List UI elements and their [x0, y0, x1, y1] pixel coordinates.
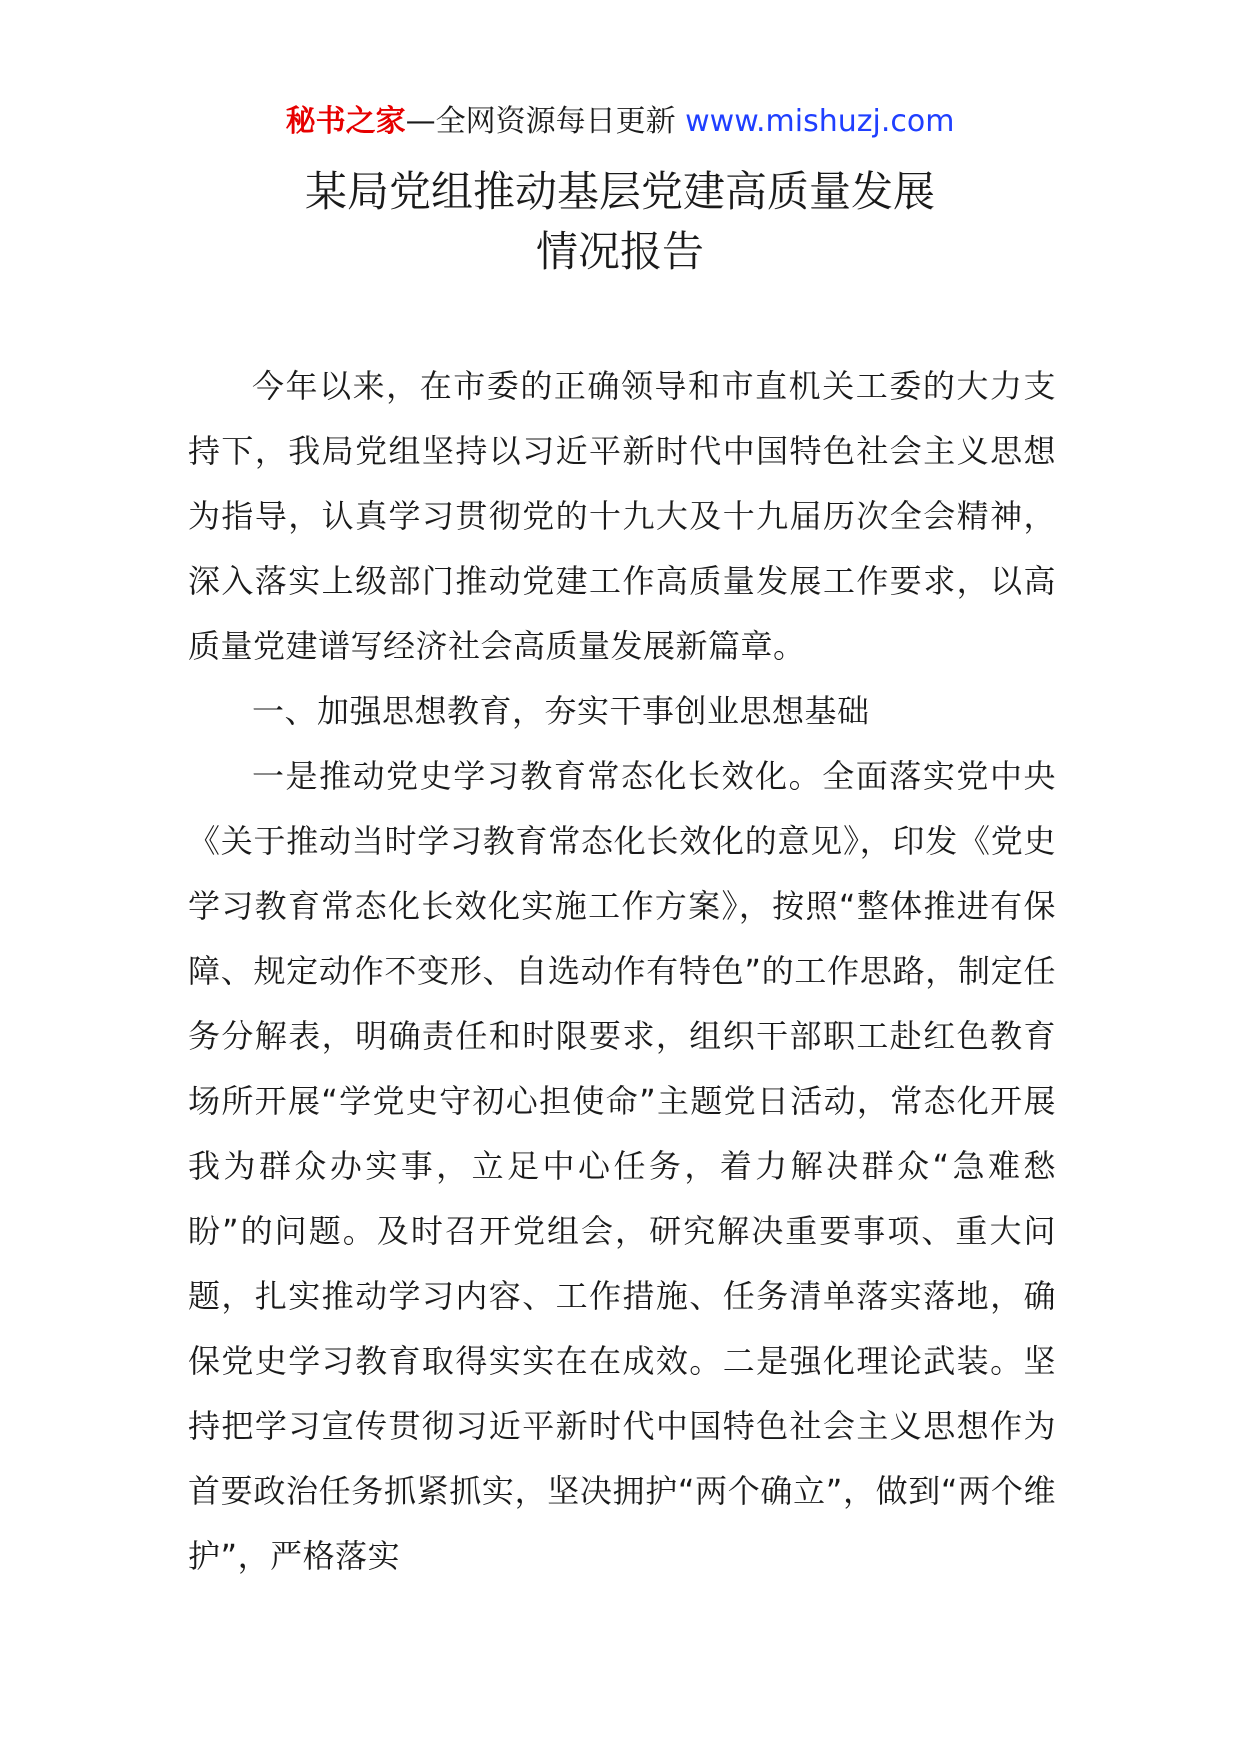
site-header — [0, 100, 1240, 144]
title-line-2: 情况报告 — [535, 227, 704, 276]
document-title — [0, 162, 1240, 282]
body-paragraph: 一是推动党史学习教育常态化长效化。全面落实党中央《关于推动当时学习教育常态化长效化的意见》，印发《党史学习教育常态化长效化实施工作方案》，按照“整体推进有保障、规定动作不变形、自选动作有特色”的工作思路，制定任务分解表，明确责任和时限要求，组织干部职工赴红色教育场所开展“学党史守初心担使命”主题党日活动，常态化开展我为群众办实事，立足中心任务，着力解决群众“急难愁盼”的问题。及时召开党组会，研究解决重要事项、重大问题，扎实推动学习内容、工作措施、任务清单落实落地，确保党史学习教育取得实实在在成效。二是强化理论武装。坚持把学习宣传贯彻习近平新时代中国特色社会主义思想作为首要政治任务抓紧抓实，坚决拥护“两个确立”，做到“两个维护”，严格落实 — [188, 757, 1056, 1575]
site-url-link[interactable]: www.mishuzj.com — [685, 104, 955, 139]
intro-paragraph: 今年以来，在市委的正确领导和市直机关工委的大力支持下，我局党组坚持以习近平新时代中国特色社会主义思想为指导，认真学习贯彻党的十九大及十九届历次全会精神，深入落实上级部门推动党建工作高质量发展工作要求，以高质量党建谱写经济社会高质量发展新篇章。 — [188, 367, 1056, 665]
document-body — [188, 354, 1056, 1589]
section-heading: 一、加强思想教育，夯实干事创业思想基础 — [252, 692, 870, 730]
title-line-1: 某局党组推动基层党建高质量发展 — [304, 167, 935, 216]
header-tagline: —全网资源每日更新 — [405, 104, 686, 139]
brand-name: 秘书之家 — [285, 104, 406, 139]
